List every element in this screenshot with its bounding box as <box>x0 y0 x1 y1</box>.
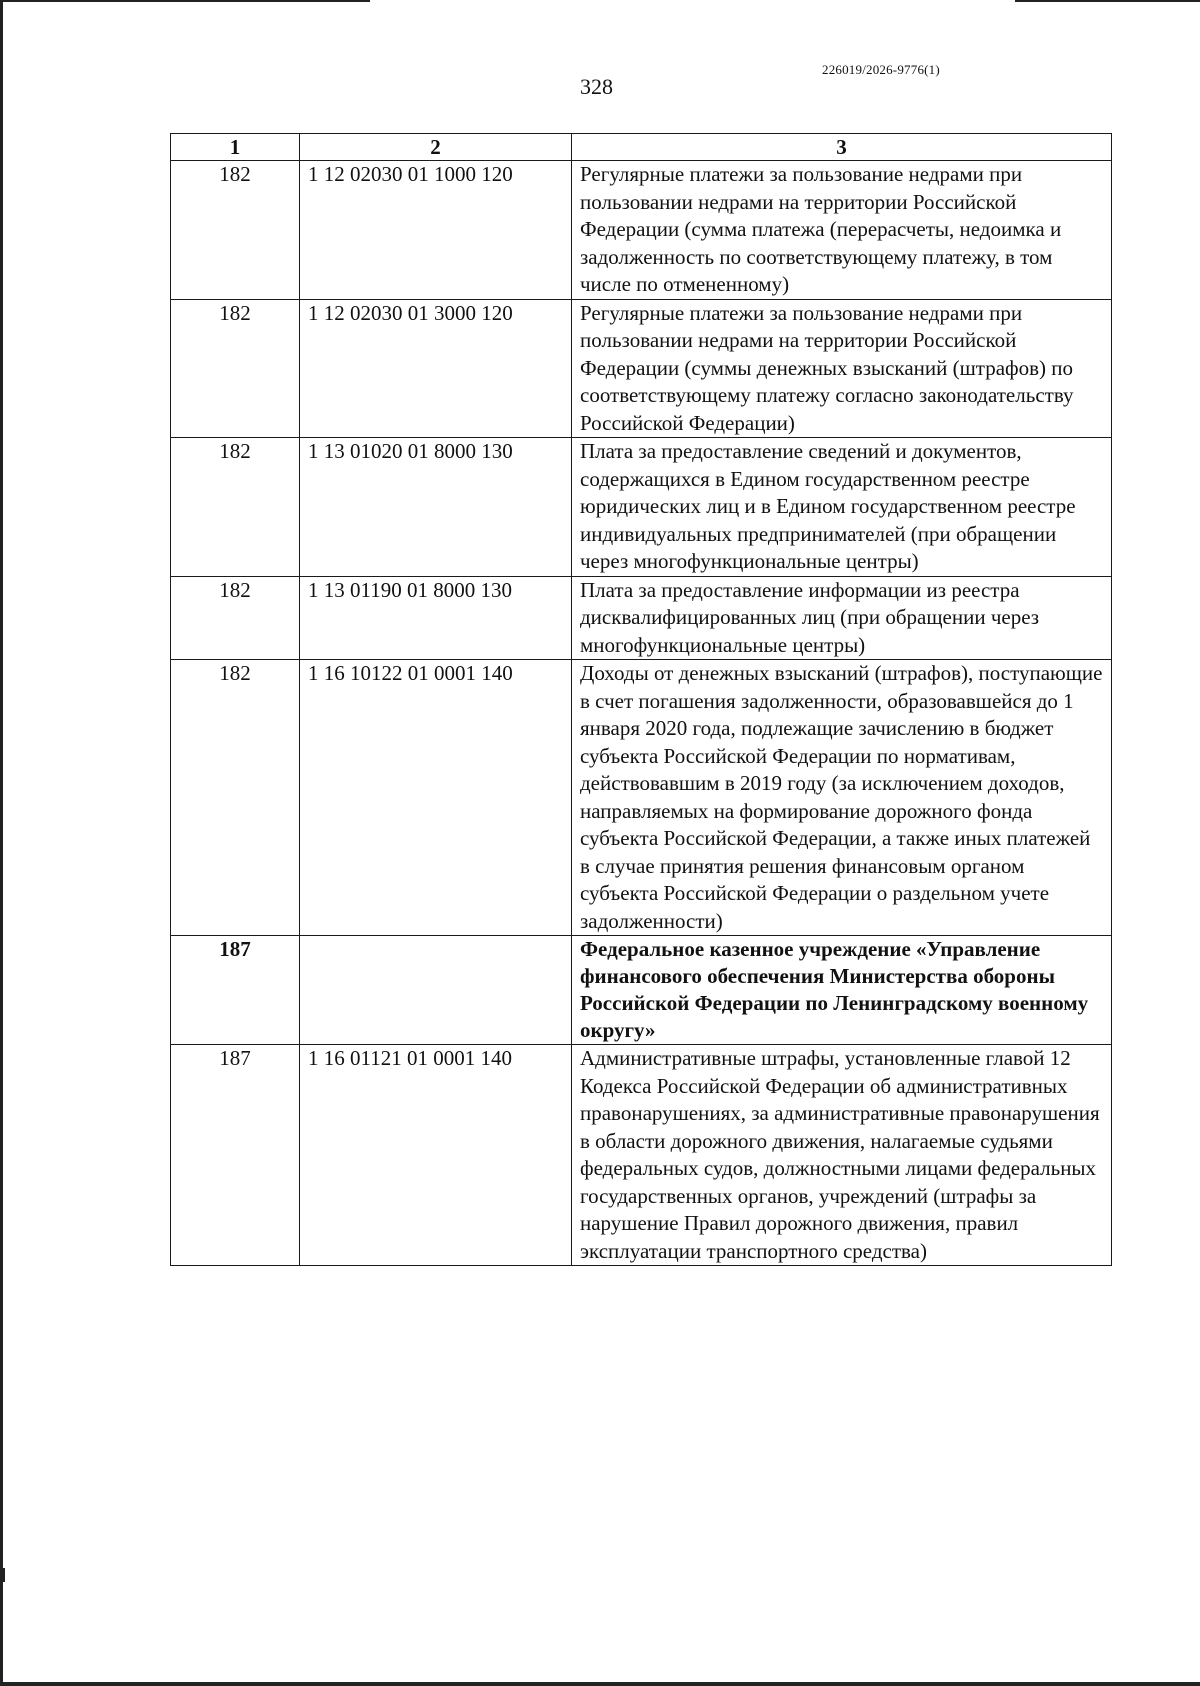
revenue-code-cell: 1 16 01121 01 0001 140 <box>300 1045 572 1266</box>
column-header-1: 1 <box>171 134 300 161</box>
table-row <box>171 161 1112 300</box>
description-cell: Плата за предоставление информации из реестра дисквалифицированных лиц (при обращении через многофункциональные центры) <box>572 576 1112 660</box>
description-cell: Регулярные платежи за пользование недрами при пользовании недрами на территории Российской Федерации (суммы денежных взысканий (штрафов) по соответствующему платежу согласно законодательству Российской Федерации) <box>572 299 1112 438</box>
table-row <box>171 1045 1112 1266</box>
column-header-2: 2 <box>300 134 572 161</box>
description-cell: Доходы от денежных взысканий (штрафов), поступающие в счет погашения задолженности, образовавшейся до 1 января 2020 года, подлежащие зачислению в бюджет субъекта Российской Федерации по нормативам, действовавшим в 2019 году (за исключением доходов, направляемых на формирование дорожного фонда субъекта Российской Федерации, а также иных платежей в случае принятия решения финансовым органом субъекта Российской Федерации о раздельном учете задолженности) <box>572 660 1112 936</box>
admin-code-cell: 182 <box>171 660 300 936</box>
description-cell: Плата за предоставление сведений и документов, содержащихся в Едином государственном реестре юридических лиц и в Едином государственном реестре индивидуальных предпринимателей (при обращении через многофункциональные центры) <box>572 438 1112 577</box>
table-row <box>171 576 1112 660</box>
table-header-row <box>171 134 1112 161</box>
revenue-code-cell: 1 16 10122 01 0001 140 <box>300 660 572 936</box>
revenue-code-cell: 1 13 01020 01 8000 130 <box>300 438 572 577</box>
page-number: 328 <box>580 74 613 99</box>
scan-edge-bottom <box>0 1682 1200 1686</box>
admin-code-cell: 182 <box>171 161 300 300</box>
table-row <box>171 299 1112 438</box>
administrator-name-cell: Федеральное казенное учреждение «Управление финансового обеспечения Министерства обороны Российской Федерации по Ленинградскому военному округу» <box>572 936 1112 1045</box>
classification-table <box>170 133 1112 1266</box>
table-row <box>171 660 1112 936</box>
admin-code-cell: 187 <box>171 936 300 1045</box>
admin-code-cell: 182 <box>171 438 300 577</box>
revenue-code-cell <box>300 936 572 1045</box>
scan-edge-mark <box>0 1568 5 1582</box>
scan-edge-left <box>0 0 3 1686</box>
table-row-administrator <box>171 936 1112 1045</box>
admin-code-cell: 182 <box>171 299 300 438</box>
scan-edge-top-right <box>1015 0 1200 2</box>
revenue-code-cell: 1 13 01190 01 8000 130 <box>300 576 572 660</box>
scan-edge-top <box>0 0 370 2</box>
column-header-3: 3 <box>572 134 1112 161</box>
admin-code-cell: 187 <box>171 1045 300 1266</box>
admin-code-cell: 182 <box>171 576 300 660</box>
document-number: 226019/2026-9776(1) <box>822 62 940 77</box>
revenue-code-cell: 1 12 02030 01 1000 120 <box>300 161 572 300</box>
revenue-code-cell: 1 12 02030 01 3000 120 <box>300 299 572 438</box>
description-cell: Регулярные платежи за пользование недрами при пользовании недрами на территории Российской Федерации (сумма платежа (перерасчеты, недоимка и задолженность по соответствующему платежу, в том числе по отмененному) <box>572 161 1112 300</box>
description-cell: Административные штрафы, установленные главой 12 Кодекса Российской Федерации об административных правонарушениях, за административные правонарушения в области дорожного движения, налагаемые судьями федеральных судов, должностными лицами федеральных государственных органов, учреждений (штрафы за нарушение Правил дорожного движения, правил эксплуатации транспортного средства) <box>572 1045 1112 1266</box>
table-row <box>171 438 1112 577</box>
